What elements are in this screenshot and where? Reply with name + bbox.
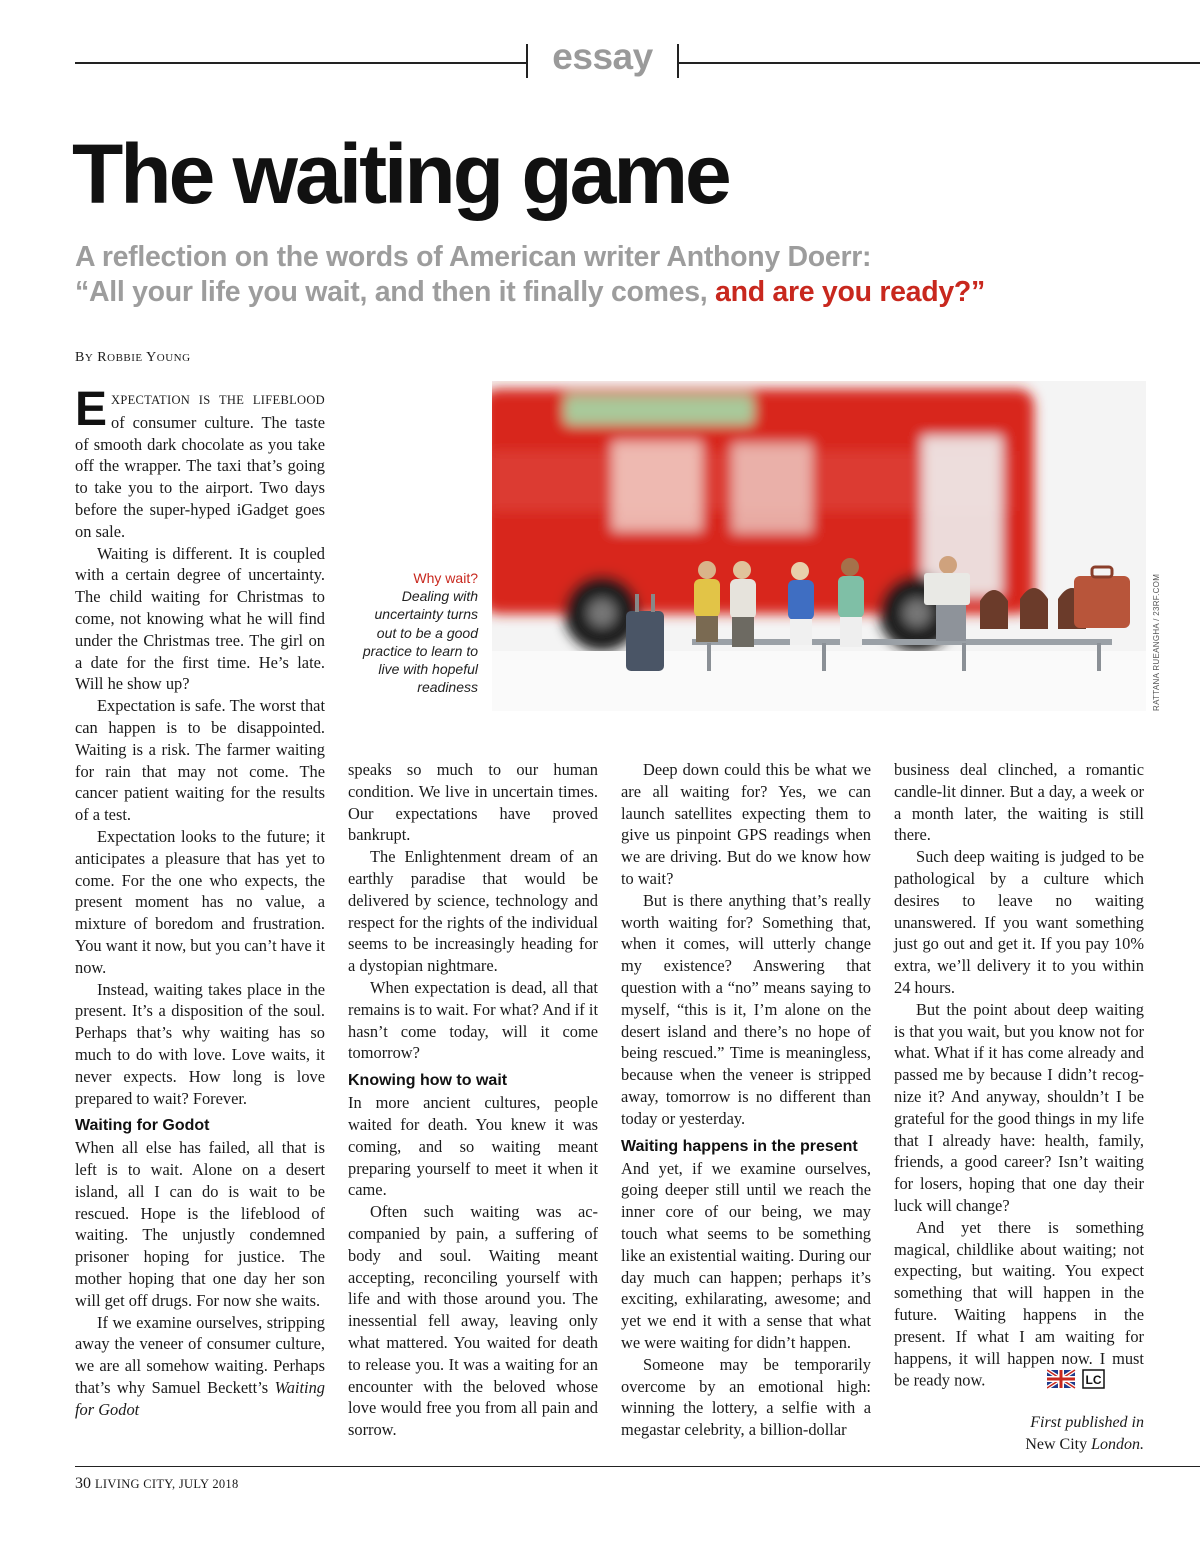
article-paragraph — [75, 383, 325, 543]
end-mark — [1025, 1369, 1105, 1395]
photo-illustration — [492, 381, 1146, 711]
publication-name: New City — [1025, 1436, 1088, 1453]
article-paragraph: business deal clinched, a romantic candle-lit dinner. But a day, a week or a month later, the waiting is still there. — [894, 760, 1144, 845]
byline-char: B — [75, 350, 85, 365]
article-paragraph: Waiting is different. It is coupled with a certain degree of uncertainty. The child waiting for Christmas to come, not knowing what he will find under the Christmas tree. The girl on a date for the first time. He’s late. Will he show up? — [75, 543, 325, 694]
header-rule-right — [678, 62, 1200, 64]
deck-quote-highlight: and are you ready?” — [715, 276, 985, 308]
article-paragraph: Deep down could this be what we are all waiting for? Yes, we can launch satellites expecting them to give us pinpoint GPS readings when we are driving. But do we know how to wait? — [621, 760, 871, 888]
publication-note — [894, 1412, 1144, 1456]
photo-caption — [352, 569, 478, 696]
article-paragraph: The Enlightenment dream of an earthly paradise that would be delivered by science, technology and respect for the rights of the individual seems to be increasingly heading for a dystopian nightmare. — [348, 847, 598, 976]
article-paragraph: Expectation looks to the future; it anticipates a pleasure that has yet to come. For the one who expects, the present moment has no value, a mixture of boredom and frustration. You want it now, but you can’t have it now. — [75, 826, 325, 977]
byline — [75, 350, 191, 366]
article-photo — [492, 381, 1146, 711]
lc-logo-icon: LC — [1085, 1373, 1102, 1388]
publication-city: London. — [1091, 1436, 1144, 1453]
article-paragraph: Often such waiting was accompanied by pain, a suffering of body and soul. Waiting meant accepting, reconciling yourself with life and with those around you. The inessential fell away, leaving only what mattered. You waited for death to release you. It was a waiting for an encounter with the beloved whose love would free you from all pain and sorrow. — [348, 1202, 598, 1440]
subheading: Waiting happens in the present — [621, 1137, 858, 1155]
article-column-2 — [348, 759, 598, 1441]
photo-credit: RATTANA RUEANGHA / 23RF.COM — [1152, 573, 1161, 711]
article-paragraph: When expectation is dead, all that remains is to wait. For what? And if it hasn’t come today, will it come tomorrow? — [348, 977, 598, 1063]
publication-note-line-1: First published in — [1030, 1414, 1144, 1431]
header-rule-left — [75, 62, 527, 64]
drop-cap: E — [75, 383, 108, 436]
byline-char: OBBIE — [107, 352, 143, 364]
caption-title: Why wait? — [413, 570, 478, 586]
deck-line-2 — [75, 275, 1175, 310]
header-tick-right — [677, 44, 679, 78]
footer-rule — [75, 1466, 1200, 1467]
article-paragraph: In more ancient cultures, people waited for death. You knew it was coming, and so waiting meant preparing yourself to meet it when it came. — [348, 1093, 598, 1200]
article-deck — [75, 240, 1175, 310]
article-column-3 — [621, 759, 871, 1441]
subheading: Waiting for Godot — [75, 1117, 210, 1135]
section-label: essay — [552, 36, 653, 77]
page-folio — [75, 1475, 239, 1493]
subheading: Knowing how to wait — [348, 1072, 508, 1090]
deck-line-1: A reflection on the words of American writer Anthony Doerr: — [75, 241, 872, 273]
paragraph-text: If we examine ourselves, stripping away the veneer of consumer culture, we are all somehow waiting. Perhaps that’s why Samuel Beckett’s — [75, 1312, 325, 1398]
publication-dateline: LIVING CITY, JULY 2018 — [95, 1477, 239, 1491]
article-paragraph: But is there anything that’s really worth waiting for? Something that, when it comes, will utterly change my existence? Answering that question with a “no” means saying to myself, “this is it, I’m alone on the desert island and there’s no hope of being rescued.” Time is meaningless, because when the veneer is stripped away, tomorrow is no different than today or yesterday. — [621, 890, 871, 1128]
paragraph-text: And yet there is something magical, childlike about waiting; not expecting, but waiting. You expect something that will happen in the future. Waiting happens in the present. If what I am waiting for happens, it will happen now. I must be ready now. — [894, 1217, 1144, 1390]
uk-flag-icon — [1047, 1369, 1105, 1389]
byline-char: R — [97, 350, 108, 365]
article-paragraph: Someone may be temporarily overcome by an emotional high: winning the lottery, a selfie with a megastar celebrity, a billion-dollar — [621, 1354, 871, 1440]
article-title: The waiting game — [72, 127, 729, 221]
book-title: Waiting for Godot — [75, 1378, 325, 1419]
deck-quote: “All your life you wait, and then it finally comes, — [75, 276, 708, 308]
article-paragraph — [894, 1217, 1144, 1395]
article-paragraph: speaks so much to our human condition. We live in uncertain times. Our expectations have proved bankrupt. — [348, 760, 598, 845]
article-paragraph: When all else has failed, all that is left is to wait. Alone on a desert island, all I can do is wait to be rescued. Hope is the lifeblood of waiting. The unjustly condemned prisoner hoping for justice. The mother hoping that one day her son will get off drugs. For now she waits. — [75, 1138, 325, 1310]
article-paragraph: Expectation is safe. The worst that can happen is to be disappointed. Waiting is a risk. The farmer waiting for rain that may not come. The cancer patient waiting for the results of a test. — [75, 696, 325, 825]
caption-text: Dealing with uncertainty turns out to be a good practice to learn to live with hopeful readiness — [362, 588, 478, 696]
paragraph-text: of consumer culture. The taste of smooth dark chocolate as you take off the wrapper. The taxi that’s going to take you to the airport. Two days before the super-hyped iGadget goes on sale. — [75, 412, 325, 541]
article-paragraph — [75, 1312, 325, 1421]
article-paragraph: Such deep waiting is judged to be pathological by a culture which desires to leave no waiting unanswered. If you want something just go out and get it. If you pay 10% extra, we’ll delivery it to you within 24 hours. — [894, 847, 1144, 997]
publication-note-line-2 — [894, 1434, 1144, 1456]
lead-in-caps: XPECTATION IS THE LIFEBLOOD — [111, 393, 325, 407]
article-paragraph: And yet, if we examine ourselves, going deeper still until we reach the inner core of our being, we may touch what seems to be something like an existential waiting. During our day much can happen; perhaps it’s exciting, exhilarating, awesome; and yet we end it with a sense that what we were waiting for didn’t happen. — [621, 1158, 871, 1352]
byline-char: OUNG — [156, 352, 191, 364]
byline-char: Y — [146, 350, 157, 365]
article-paragraph: Instead, waiting takes place in the present. It’s a disposition of the soul. Perhaps that’s why waiting has so much to do with love. Love waits, it never expects. How long is love prepared to wait? Forever. — [75, 979, 325, 1108]
byline-char: Y — [84, 352, 94, 364]
page-number: 30 — [75, 1475, 91, 1492]
article-paragraph: But the point about deep waiting is that you wait, but you know not for what. What if it has come already and passed me by because I didn’t recognize it? And anyway, shouldn’t I be grateful for the good things in my life that I already have: health, family, friends, a good career? Isn’t waiting for losers, hoping that one day their luck will change? — [894, 999, 1144, 1215]
article-column-4 — [894, 759, 1144, 1395]
article-column-1 — [75, 383, 325, 1421]
